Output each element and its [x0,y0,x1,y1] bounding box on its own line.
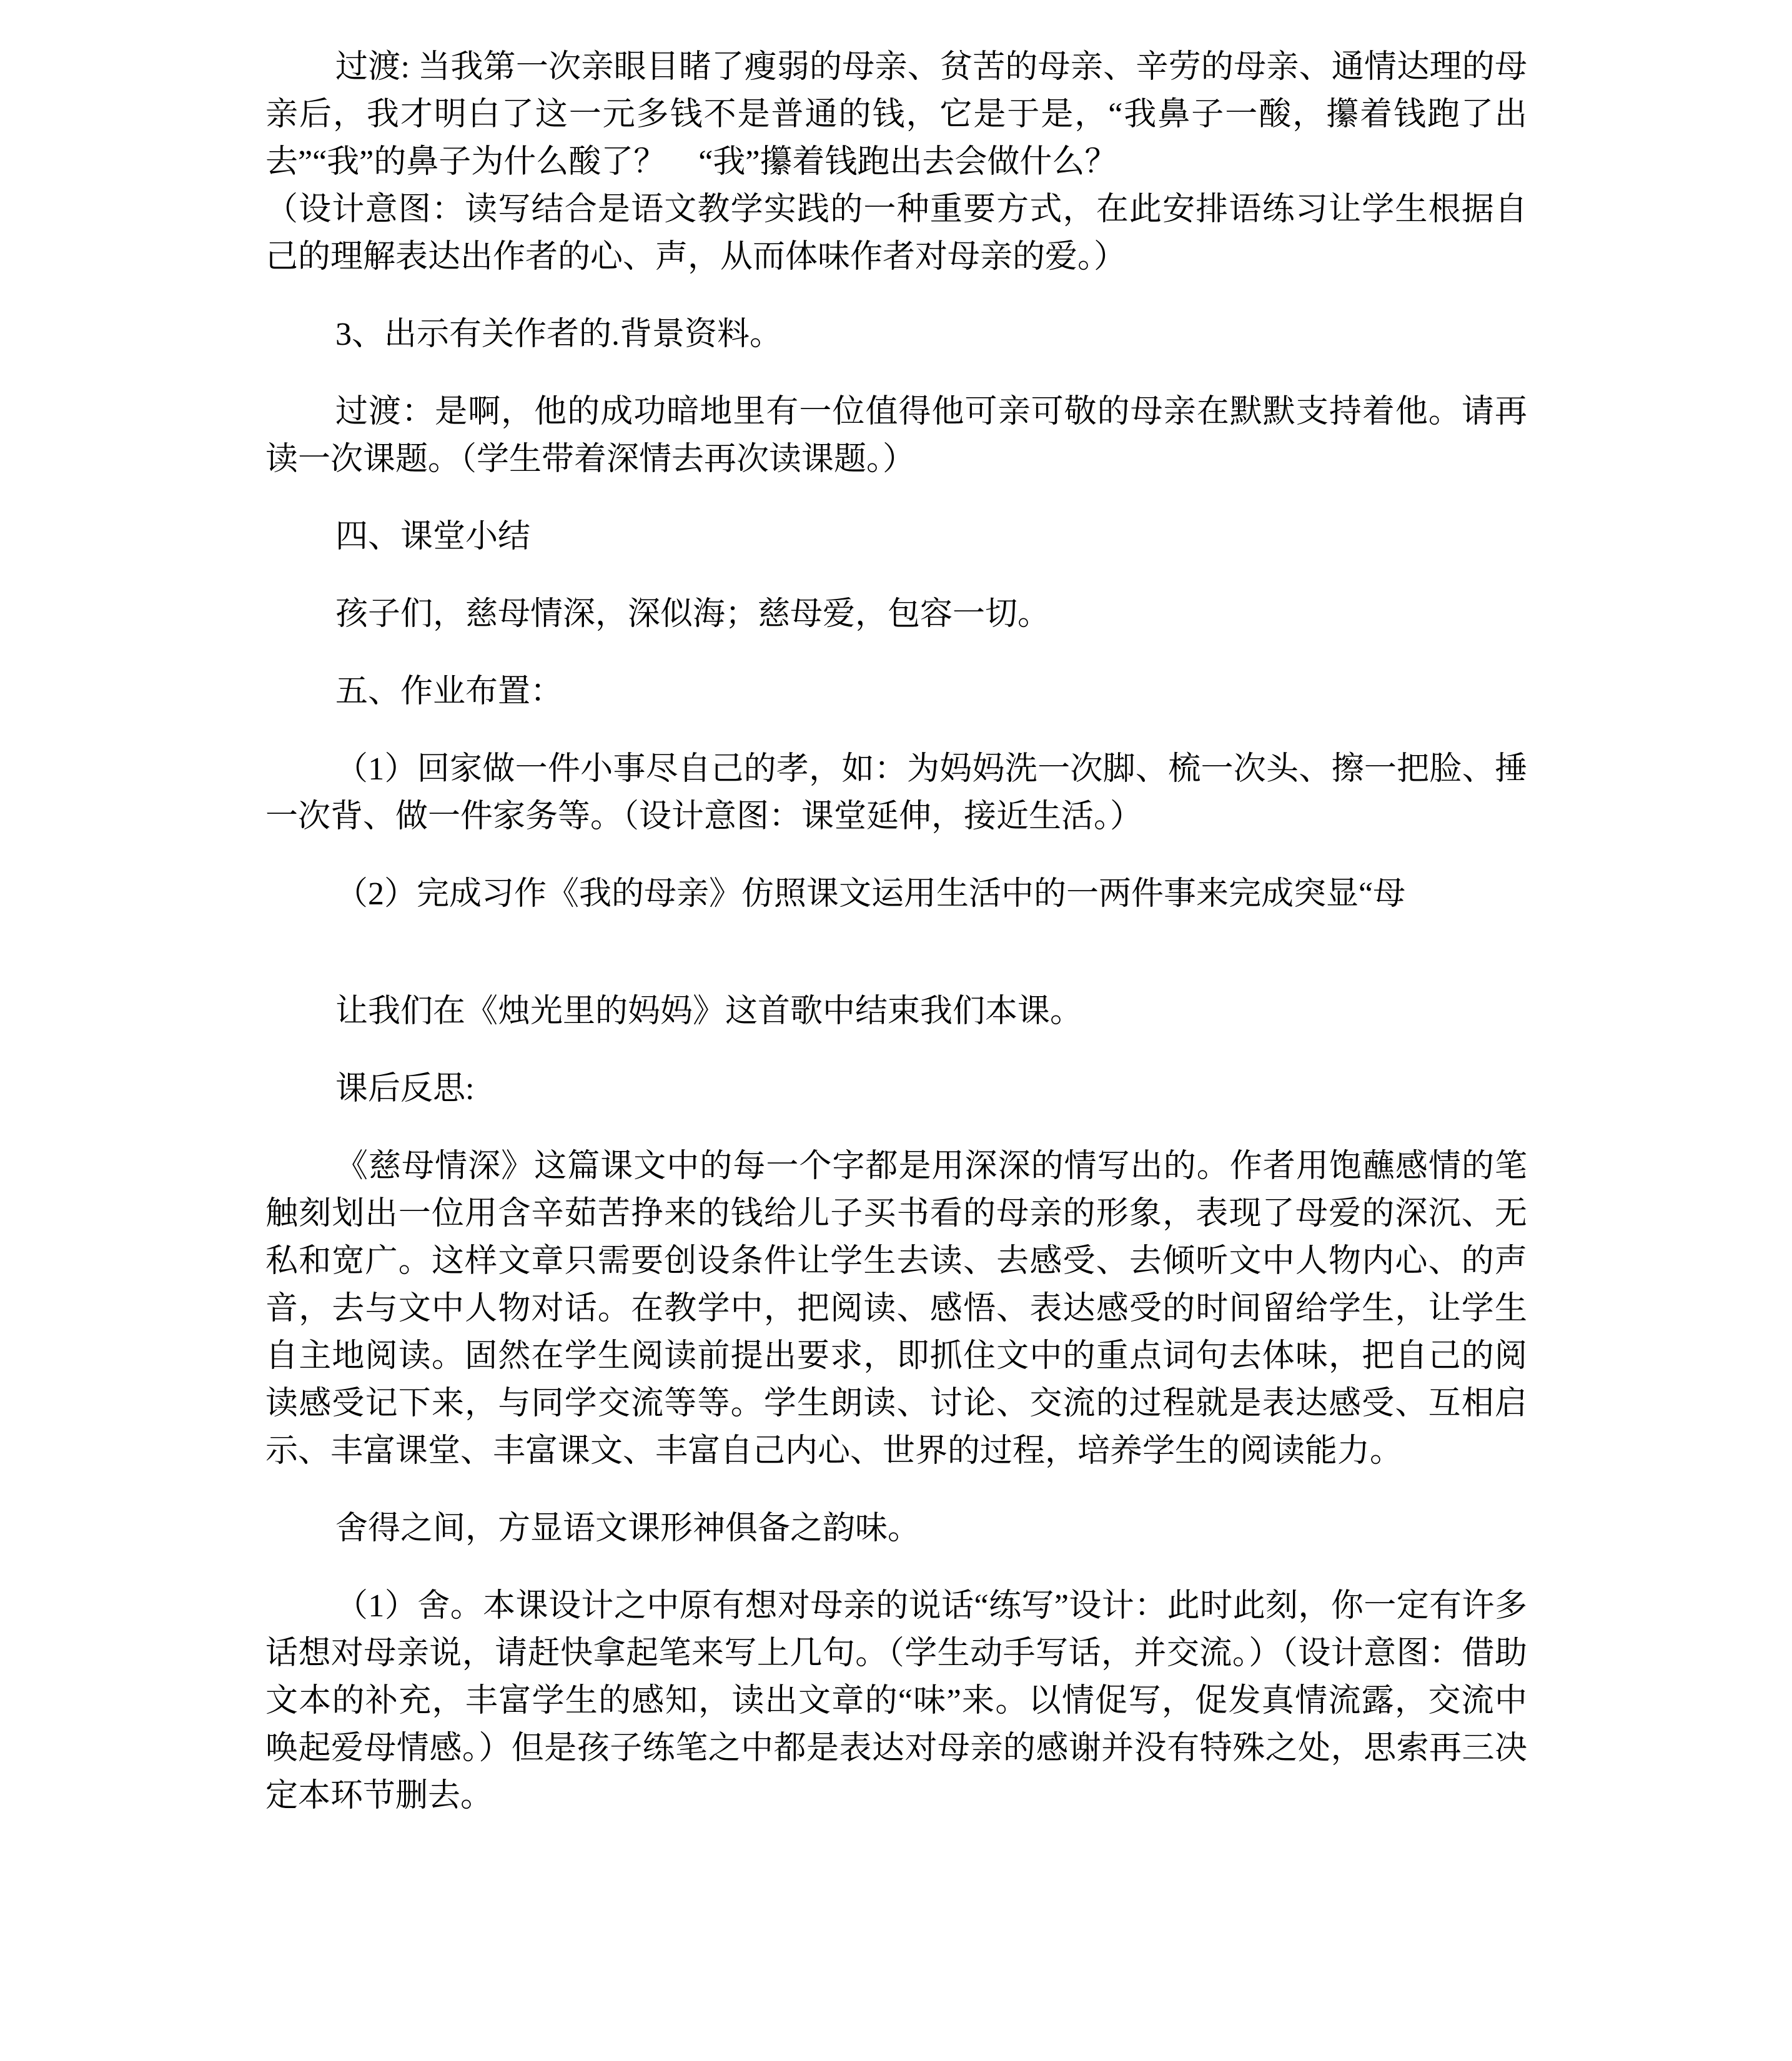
paragraph: 孩子们，慈母情深，深似海；慈母爱，包容一切。 [335,596,1051,632]
paragraph: （设计意图：读写结合是语文教学实践的一种重要方式，在此安排语练习让学生根据自己的理解表达出作者的心、声，从而体味作者对母亲的爱。） [265,192,1527,275]
paragraph: 过渡：是啊，他的成功暗地里有一位值得他可亲可敬的母亲在默默支持着他。请再读一次课题。（学生带着深情去再次读课题。） [265,394,1527,477]
document-body [265,44,1527,1820]
paragraph: 3、出示有关作者的.背景资料。 [335,317,783,352]
paragraph: 《慈母情深》这篇课文中的每一个字都是用深深的情写出的。作者用饱蘸感情的笔触刻划出一位用含辛茹苦挣来的钱给儿子买书看的母亲的形象，表现了母爱的深沉、无私和宽广。这样文章只需要创设条件让学生去读、去感受、去倾听文中人物内心、的声音，去与文中人物对话。在教学中，把阅读、感悟、表达感受的时间留给学生，让学生自主地阅读。固然在学生阅读前提出要求，即抓住文中的重点词句去体味，把自己的阅读感受记下来，与同学交流等等。学生朗读、讨论、交流的过程就是表达感受、互相启示、丰富课堂、丰富课文、丰富自己内心、世界的过程，培养学生的阅读能力。 [265,1149,1527,1469]
paragraph: （2）完成习作《我的母亲》仿照课文运用生活中的一两件事来完成突显“母 [335,876,1406,912]
paragraph: 五、作业布置： [335,674,563,709]
paragraph: 舍得之间，方显语文课形神俱备之韵味。 [335,1511,921,1546]
paragraph: （1）回家做一件小事尽自己的孝，如：为妈妈洗一次脚、梳一次头、擦一把脸、捶一次背、做一件家务等。（设计意图：课堂延伸，接近生活。） [265,751,1527,834]
paragraph: 课后反思: [335,1071,475,1107]
paragraph: 四、课堂小结 [335,519,531,555]
paragraph: （1）舍。本课设计之中原有想对母亲的说话“练写”设计：此时此刻，你一定有许多话想对母亲说，请赶快拿起笔来写上几句。（学生动手写话，并交流。）（设计意图：借助文本的补充，丰富学生的感知，读出文章的“味”来。以情促写，促发真情流露，交流中唤起爱母情感。）但是孩子练笔之中都是表达对母亲的感谢并没有特殊之处，思索再三决定本环节删去。 [265,1588,1527,1814]
paragraph: 让我们在《烛光里的妈妈》这首歌中结束我们本课。 [335,994,1083,1029]
paragraph: 过渡: 当我第一次亲眼目睹了瘦弱的母亲、贫苦的母亲、辛劳的母亲、通情达理的母亲后，我才明白了这一元多钱不是普通的钱，它是于是，“我鼻子一酸，攥着钱跑了出去”“我”的鼻子为什么酸了？ “我”攥着钱跑出去会做什么？ [265,49,1527,180]
